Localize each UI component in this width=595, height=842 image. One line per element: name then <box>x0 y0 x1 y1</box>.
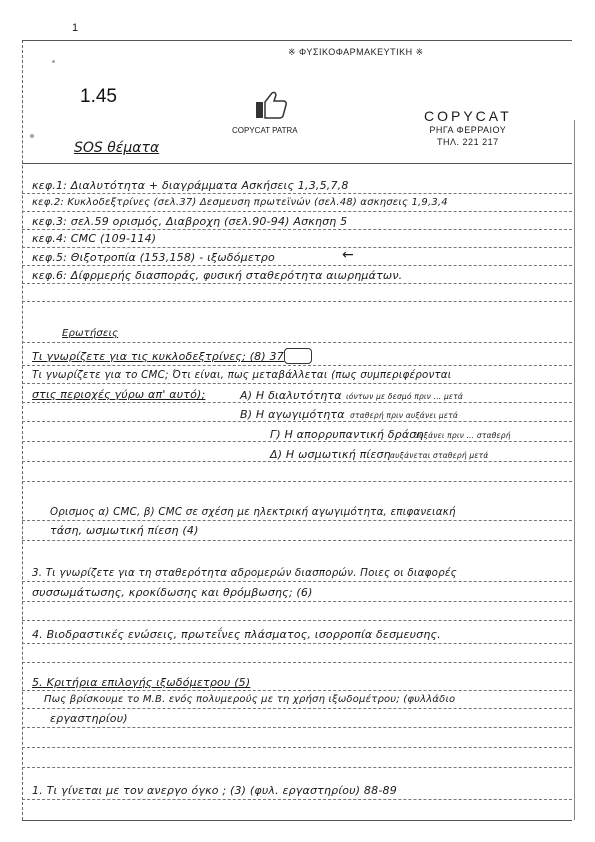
smudge-mark <box>30 134 34 138</box>
option-c-note: αυξάνει πριν ... σταθερή <box>414 431 511 440</box>
ruled-line <box>22 211 572 212</box>
question-4-line-1: 3. Τι γνωρίζετε για τη σταθερότητα αδρομερών διασπορών. Ποιες οι διαφορές <box>32 567 457 579</box>
ruled-line <box>22 402 572 403</box>
option-a-note: ιόντων με δεσμό πριν ... μετά <box>346 392 464 401</box>
option-a-label: Α) Η διαλυτότητα <box>240 389 342 402</box>
copycat-phone: ΤΗΛ. 221 217 <box>437 137 499 147</box>
smudge-mark <box>52 60 55 63</box>
ruled-line <box>22 441 572 442</box>
chapter-line-2: κεφ.2: Κυκλοδεξτρίνες (σελ.37) Δεσμευση πρωτεϊνών (σελ.48) ασκησεις 1,9,3,4 <box>32 197 448 208</box>
question-6-line-3: εργαστηρίου) <box>50 712 128 725</box>
score-box <box>284 348 312 364</box>
question-6-line-2: Πως βρίσκουμε το Μ.Β. ενός πολυμερούς με τη χρήση ιξωδομέτρου; (φυλλάδιο <box>44 694 456 705</box>
question-4-line-2: συσσωμάτωσης, κροκίδωσης και θρόμβωσης; (6) <box>32 586 313 599</box>
chapter-line-4: κεφ.4: CMC (109-114) <box>32 232 157 245</box>
ruled-line <box>22 799 572 800</box>
option-d-label: Δ) Η ωσμωτική πίεση <box>270 448 391 461</box>
question-2-line-2: στις περιοχές γύρω απ' αυτό); <box>32 388 206 401</box>
ruled-line <box>22 229 572 230</box>
ruled-line <box>22 193 572 194</box>
ruled-line <box>22 342 572 343</box>
ruled-line <box>22 520 572 521</box>
ruled-line <box>22 247 572 248</box>
right-margin-line <box>574 120 575 820</box>
option-b-note: σταθερή πριν αυξάνει μετά <box>350 411 459 420</box>
stamp-title: ※ ΦΥΣΙΚΟΦΑΡΜΑΚΕΥΤΙΚΗ ※ <box>288 47 424 57</box>
ruled-line <box>22 461 572 462</box>
question-6-line-1: 5. Κριτήρια επιλογής ιξωδόμετρου (5) <box>32 676 251 689</box>
ruled-line <box>22 662 572 663</box>
copycat-name: COPYCAT <box>424 108 512 124</box>
bottom-border <box>22 820 572 821</box>
thumbs-up-icon <box>254 90 288 120</box>
chapter-line-6: κεφ.6: Δίφρμερής διασποράς, φυσική σταθερότητα αιωρημάτων. <box>32 269 403 282</box>
logo-number: 1.45 <box>80 86 117 107</box>
page-heading: SOS θέματα <box>74 140 160 156</box>
question-7: 1. Τι γίνεται με τον ανεργο όγκο ; (3) (φυλ. εργαστηρίου) 88-89 <box>32 784 397 797</box>
ruled-line <box>22 163 572 164</box>
option-d-note: αυξάνεται σταθερή μετά <box>390 451 489 460</box>
ruled-line <box>22 581 572 582</box>
arrow-icon: ← <box>342 247 354 263</box>
top-border <box>22 40 572 41</box>
ruled-line <box>22 601 572 602</box>
ruled-line <box>22 421 572 422</box>
ruled-line <box>22 708 572 709</box>
ruled-line <box>22 727 572 728</box>
ruled-line <box>22 540 572 541</box>
chapter-line-3: κεφ.3: σελ.59 ορισμός, Διαβροχη (σελ.90-94) Ασκηση 5 <box>32 215 348 228</box>
ruled-line <box>22 301 572 302</box>
chapter-line-5: κεφ.5: Θιξοτροπία (153,158) - ιξωδόμετρο <box>32 251 275 264</box>
left-margin-line <box>22 40 23 820</box>
ruled-line <box>22 620 572 621</box>
question-1: Τι γνωρίζετε για τις κυκλοδεξτρίνες; (8) 37 <box>32 350 284 363</box>
ruled-line <box>22 365 572 366</box>
ruled-line <box>22 383 572 384</box>
chapter-line-1: κεφ.1: Διαλυτότητα + διαγράμματα Ασκήσεις 1,3,5,7,8 <box>32 179 349 192</box>
ruled-line <box>22 265 572 266</box>
ruled-line <box>22 767 572 768</box>
copycat-stamp <box>424 108 512 148</box>
question-3-line-1: Ορισμος α) CMC, β) CMC σε σχέση με ηλεκτρική αγωγιμότητα, επιφανειακή <box>50 506 456 518</box>
ruled-line <box>22 283 572 284</box>
ruled-line <box>22 643 572 644</box>
copycat-patra-logo-text: COPYCAT PATRA <box>232 126 298 135</box>
ruled-line <box>22 481 572 482</box>
questions-title: Ερωτήσεις <box>62 328 119 339</box>
copycat-street: ΡΗΓΑ ΦΕΡΡΑΙΟΥ <box>429 125 507 135</box>
question-5: 4. Βιοδραστικές ενώσεις, πρωτεΐνες πλάσματος, ισορροπία δεσμευσης. <box>32 628 441 641</box>
question-2-line-1: Τι γνωρίζετε για το CMC; Ότι είναι, πως μεταβάλλεται (πως συμπεριφέρονται <box>32 369 452 381</box>
page-number: 1 <box>72 22 79 34</box>
ruled-line <box>22 747 572 748</box>
ruled-line <box>22 690 572 691</box>
question-3-line-2: τάση, ωσμωτική πίεση (4) <box>50 524 199 537</box>
option-b-label: Β) Η αγωγιμότητα <box>240 408 345 421</box>
option-c-label: Γ) Η απορρυπαντική δράση <box>270 428 424 441</box>
